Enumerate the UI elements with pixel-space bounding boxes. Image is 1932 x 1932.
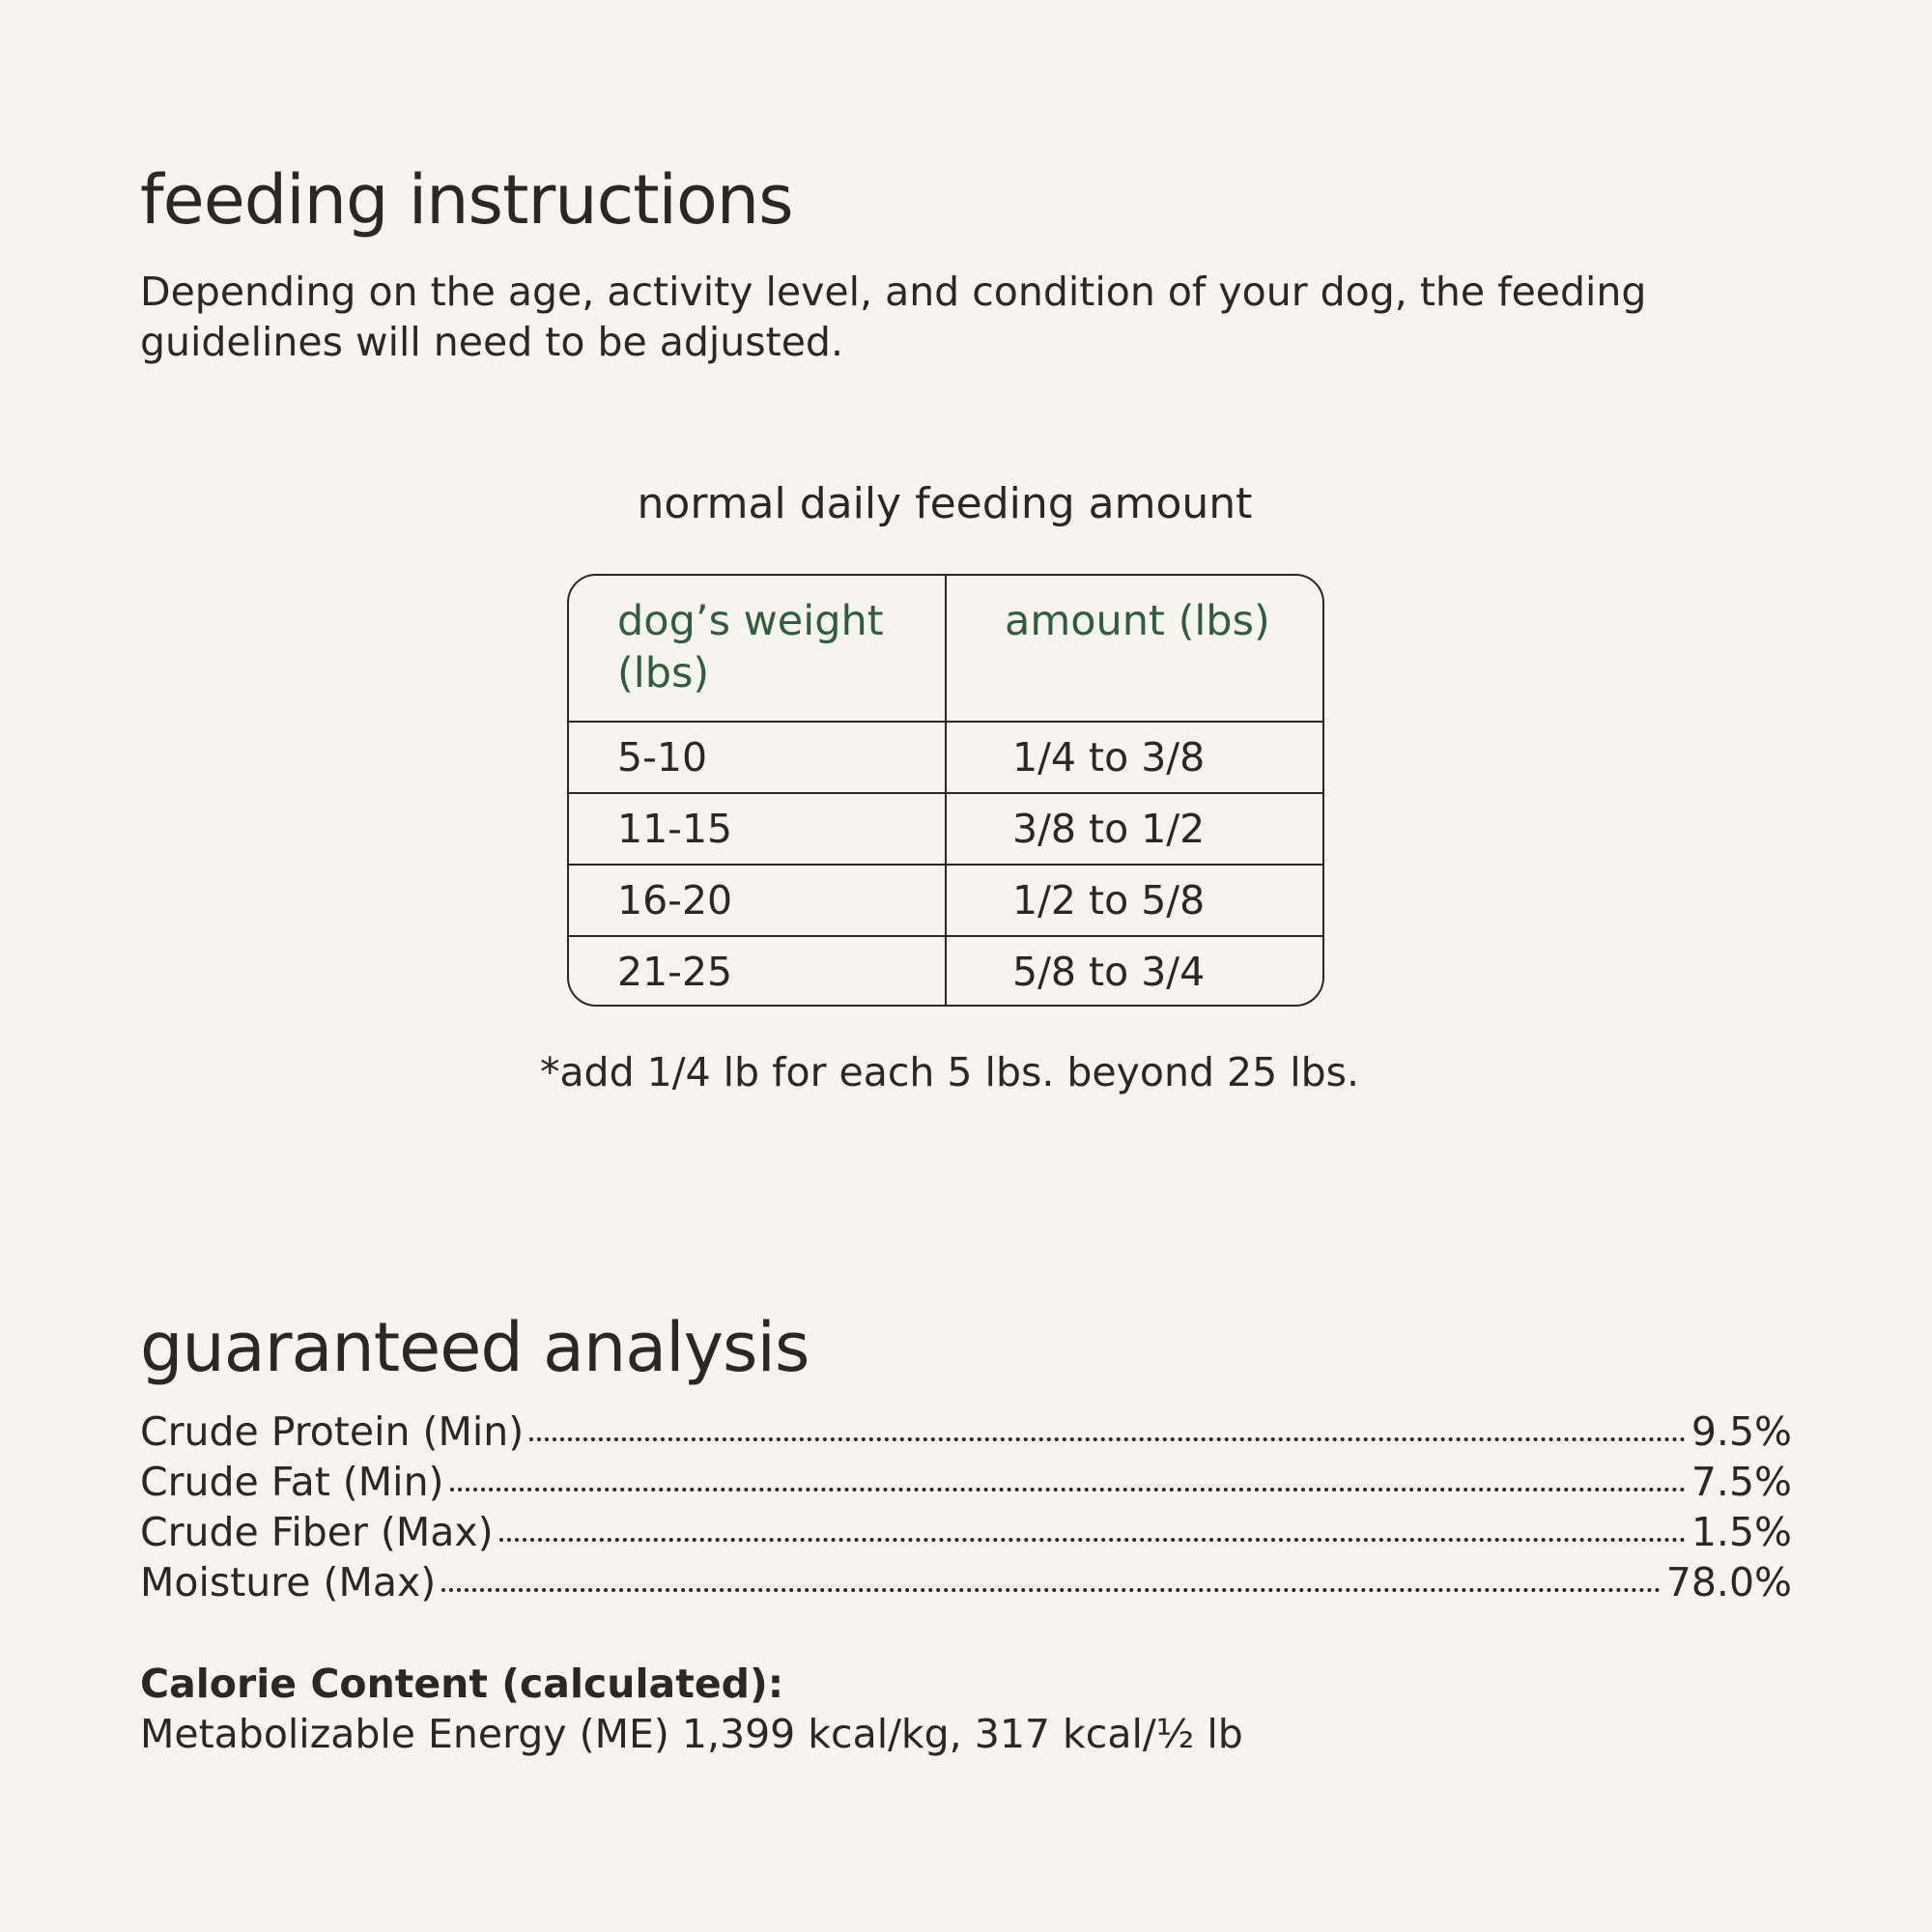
amount-cell: 3/8 to 1/2 (1012, 806, 1206, 852)
feeding-instructions-title: feeding instructions (140, 160, 793, 240)
analysis-value: 1.5% (1690, 1509, 1792, 1555)
dot-leader (499, 1537, 1686, 1542)
weight-cell: 11-15 (569, 793, 947, 865)
analysis-row (140, 1457, 1792, 1507)
weight-cell: 16-20 (569, 865, 947, 936)
weight-cell: 5-10 (569, 722, 947, 793)
dot-leader (529, 1436, 1686, 1441)
calorie-content-text: Metabolizable Energy (ME) 1,399 kcal/kg, 317 kcal/½ lb (140, 1711, 1243, 1757)
table-row (569, 935, 1322, 1007)
dot-leader (450, 1487, 1686, 1492)
feeding-table (567, 574, 1324, 1007)
analysis-value: 7.5% (1690, 1459, 1792, 1505)
analysis-row (140, 1507, 1792, 1557)
guaranteed-analysis-title: guaranteed analysis (140, 1308, 810, 1387)
amount-cell: 1/2 to 5/8 (1012, 877, 1206, 923)
feeding-footnote: *add 1/4 lb for each 5 lbs. beyond 25 lbs. (539, 1049, 1360, 1095)
analysis-list (140, 1406, 1792, 1607)
table-row (569, 864, 1322, 935)
table-row (569, 721, 1322, 792)
amount-cell: 1/4 to 3/8 (1012, 734, 1206, 781)
feeding-table-caption: normal daily feeding amount (637, 479, 1253, 528)
dot-leader (441, 1587, 1661, 1592)
analysis-value: 9.5% (1690, 1408, 1792, 1455)
analysis-row (140, 1557, 1792, 1607)
analysis-label: Crude Fat (Min) (140, 1459, 444, 1505)
analysis-label: Crude Fiber (Max) (140, 1509, 494, 1555)
table-row (569, 792, 1322, 864)
calorie-content (140, 1659, 1792, 1759)
analysis-row (140, 1406, 1792, 1457)
analysis-label: Moisture (Max) (140, 1559, 437, 1605)
analysis-value: 78.0% (1665, 1559, 1792, 1605)
table-header-row (569, 576, 1322, 721)
calorie-content-title: Calorie Content (calculated): (140, 1661, 784, 1707)
feeding-intro-text: Depending on the age, activity level, and condition of your dog, the feeding guidelines will need to be adjusted. (140, 269, 1647, 365)
weight-cell: 21-25 (569, 936, 947, 1007)
header-amount: amount (lbs) (1005, 597, 1270, 645)
header-dog-weight: dog’s weight (lbs) (569, 576, 947, 721)
analysis-label: Crude Protein (Min) (140, 1408, 525, 1455)
amount-cell: 5/8 to 3/4 (1012, 949, 1206, 995)
